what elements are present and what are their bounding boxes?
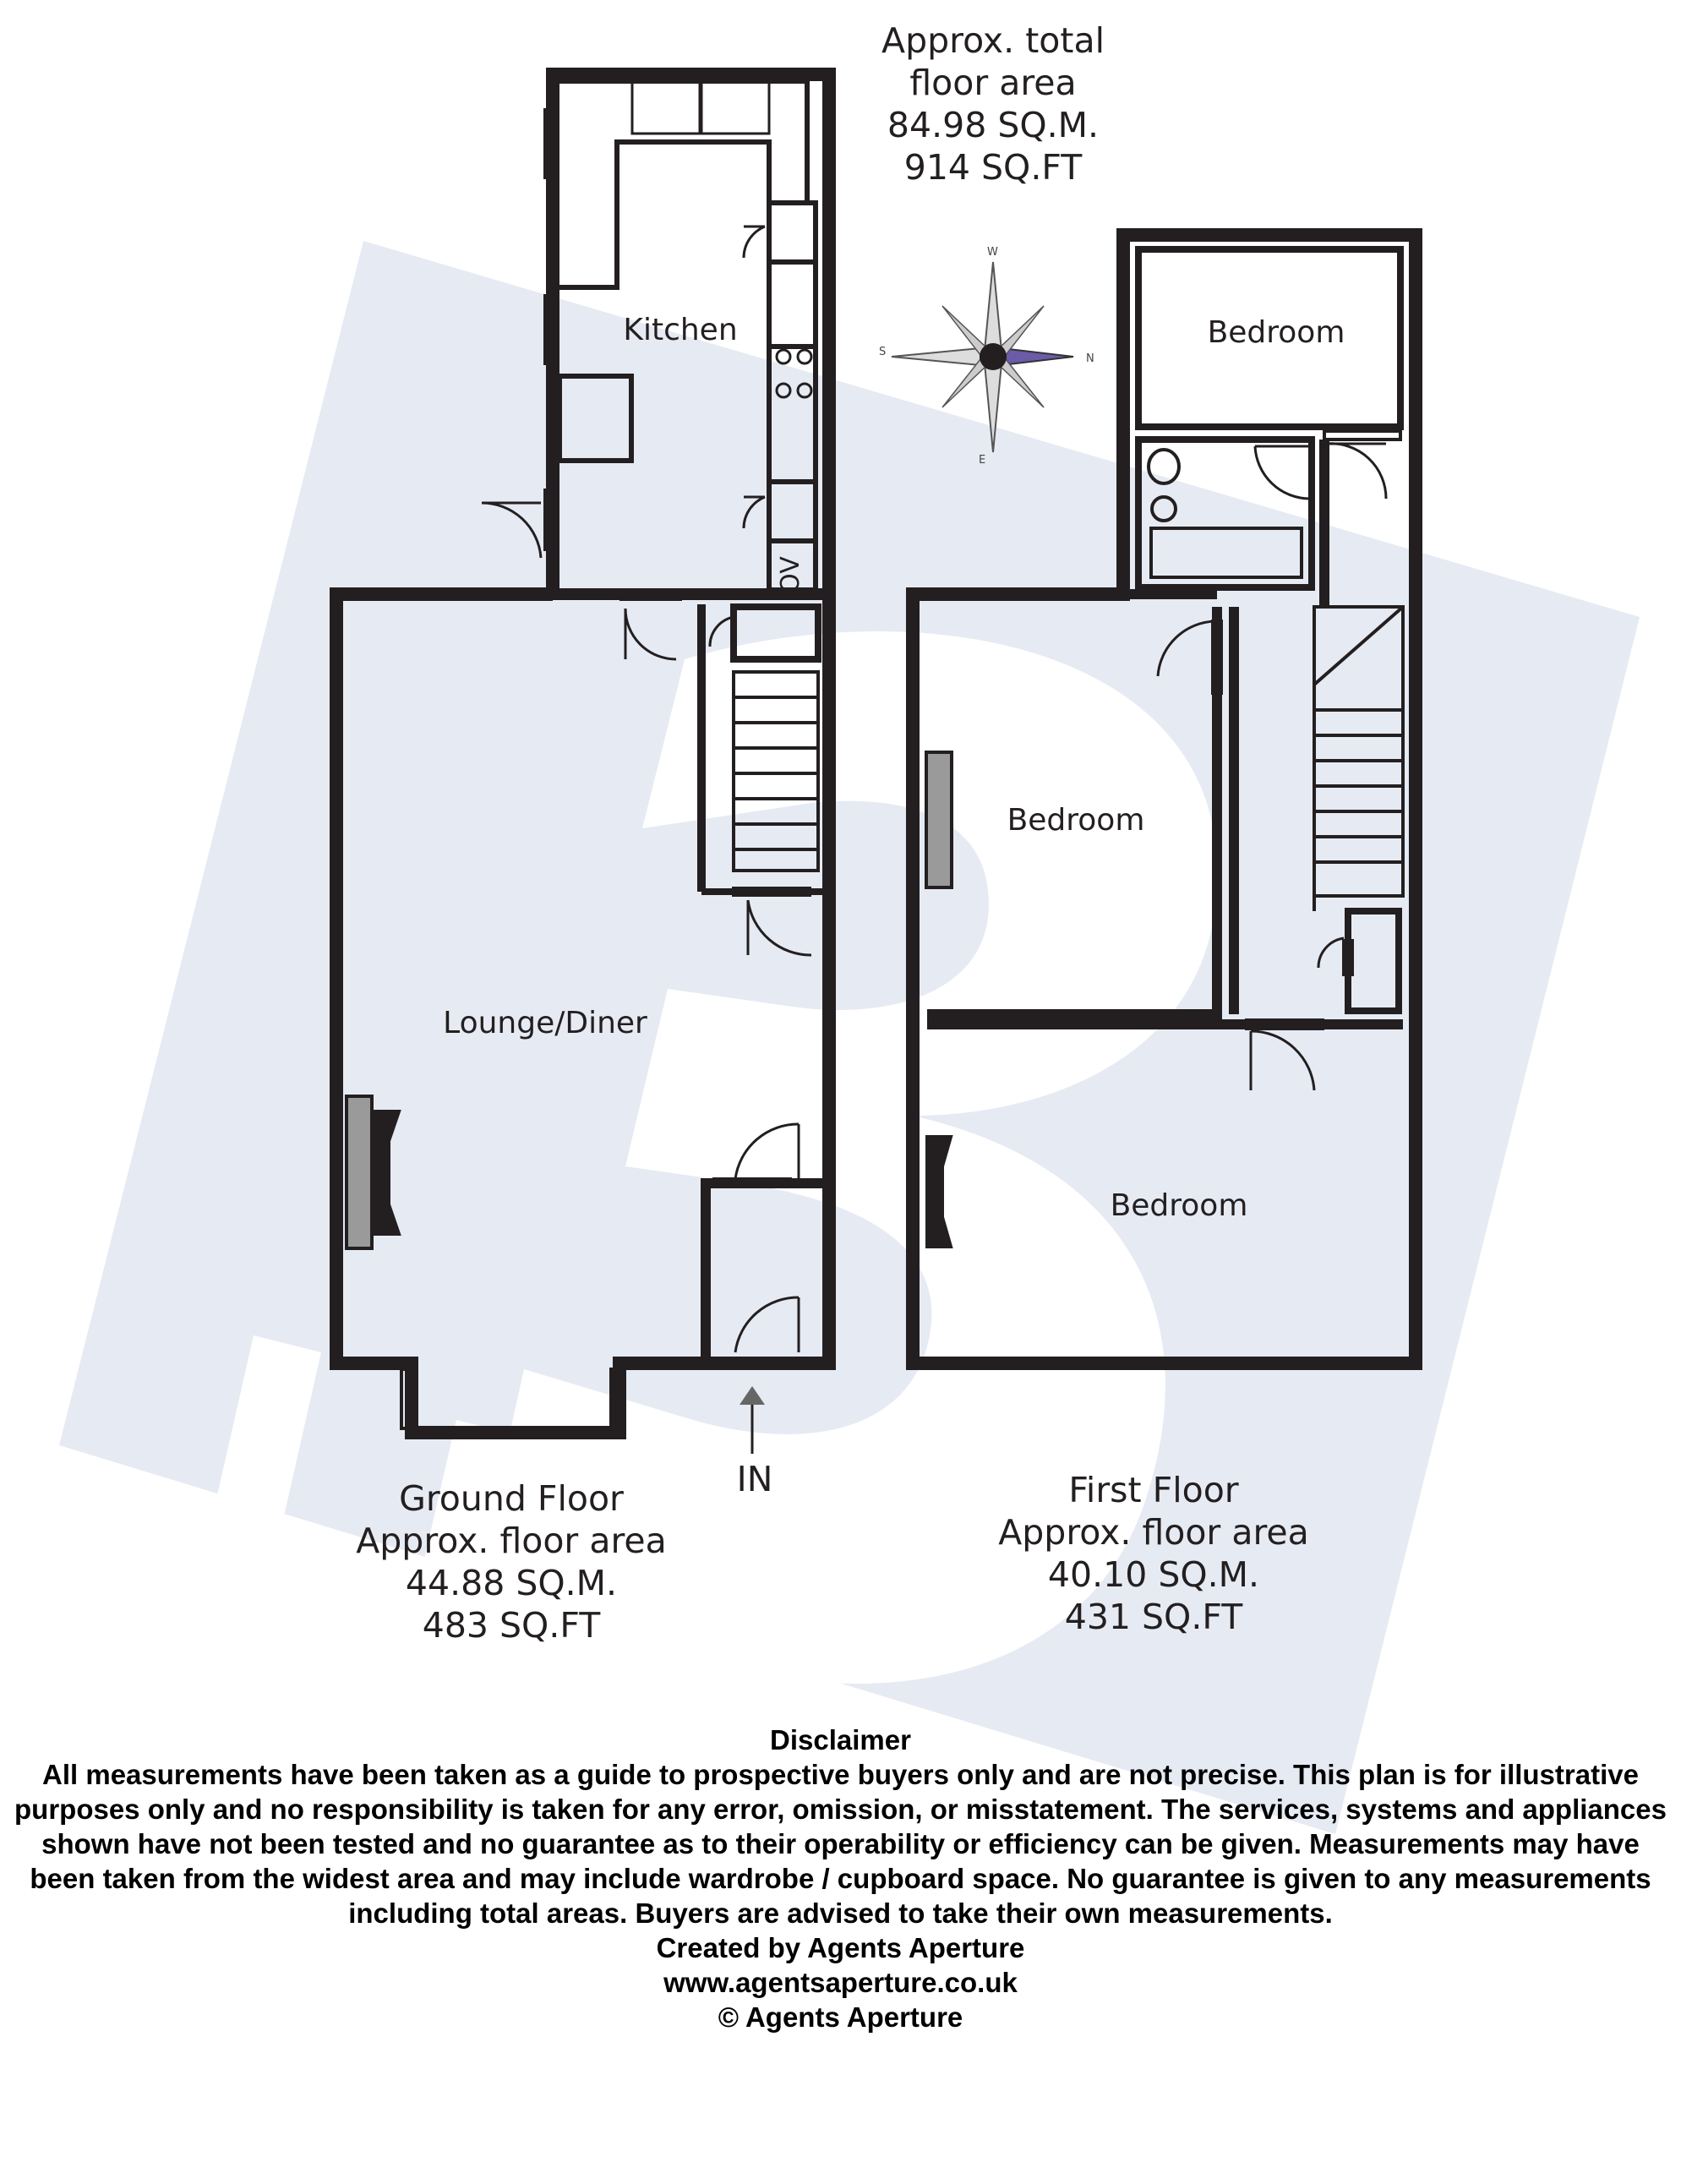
oven-label: OV (776, 556, 805, 593)
created-by: Created by Agents Aperture (656, 1932, 1025, 1963)
total-area-line2: floor area (909, 63, 1077, 103)
entrance-label: IN (736, 1459, 773, 1499)
first-floor-sqft: 431 SQ.FT (1064, 1597, 1243, 1637)
total-area-label (881, 20, 1105, 188)
disclaimer-heading: Disclaimer (770, 1724, 911, 1755)
ground-floor-sqft: 483 SQ.FT (422, 1605, 601, 1646)
room-label-bedroom-rear: Bedroom (1207, 315, 1345, 350)
compass-n: N (1086, 352, 1094, 365)
first-floor-title: First Floor (1068, 1470, 1239, 1510)
ground-floor-area-caption: Approx. floor area (356, 1521, 667, 1561)
room-label-lounge-diner: Lounge/Diner (443, 1006, 647, 1040)
watermark-logo (59, 241, 1640, 1834)
room-label-bedroom-middle: Bedroom (1007, 803, 1145, 838)
total-area-sqft: 914 SQ.FT (903, 147, 1083, 188)
room-label-bedroom-front: Bedroom (1110, 1188, 1248, 1223)
total-area-line1: Approx. total (881, 20, 1105, 61)
compass-w: W (987, 246, 998, 259)
ground-floor-title: Ground Floor (399, 1478, 624, 1519)
website-link[interactable]: www.agentsaperture.co.uk (663, 1967, 1018, 1998)
compass-e: E (979, 454, 986, 467)
ground-floor-sqm: 44.88 SQ.M. (405, 1563, 618, 1603)
room-label-kitchen: Kitchen (623, 313, 738, 347)
disclaimer (13, 1723, 1668, 2034)
total-area-sqm: 84.98 SQ.M. (887, 105, 1100, 145)
copyright: © Agents Aperture (718, 2001, 963, 2033)
compass-s: S (879, 346, 887, 358)
first-floor-sqm: 40.10 SQ.M. (1047, 1554, 1260, 1595)
middle-bedroom-fireplace (926, 752, 952, 887)
first-floor-area-caption: Approx. floor area (998, 1512, 1309, 1553)
disclaimer-body: All measurements have been taken as a guide to prospective buyers only and are not precise. This plan is for illustrative purposes only and no responsibility is taken for any error, omission, or misstatement. The services, systems and appliances shown have not been tested and no guarantee as to their operability or efficiency can be given. Measurements may have been taken from the widest area and may include wardrobe / cupboard space. No guarantee is given to any measurements including total areas. Buyers are advised to take their own measurements. (14, 1759, 1667, 1929)
